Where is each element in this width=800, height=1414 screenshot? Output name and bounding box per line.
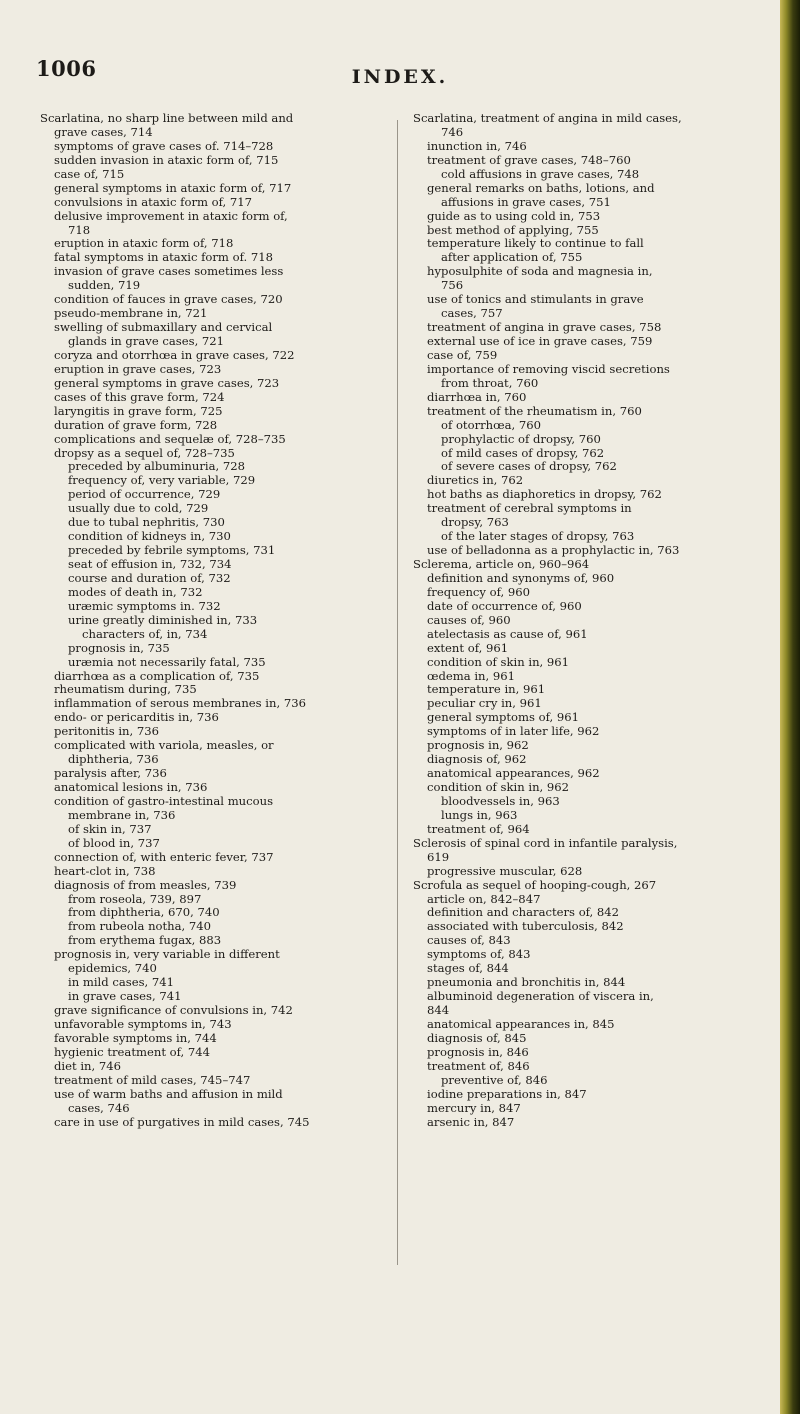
index-entry: glands in grave cases, 721 xyxy=(68,334,225,348)
index-entry: treatment of the rheumatism in, 760 xyxy=(427,403,642,418)
index-entry: 746 xyxy=(441,124,464,139)
page-number: 1006 xyxy=(36,56,97,81)
index-entry: grave significance of convulsions in, 742 xyxy=(54,1003,293,1017)
index-entry: progressive muscular, 628 xyxy=(427,863,583,878)
index-entry: dropsy, 763 xyxy=(441,515,509,530)
index-entry: prognosis in, very variable in different xyxy=(54,947,280,962)
index-entry: from rubeola notha, 740 xyxy=(68,919,212,934)
index-entry: definition and characters of, 842 xyxy=(427,905,620,920)
index-entry: laryngitis in grave form, 725 xyxy=(54,403,223,418)
index-entry: treatment of angina in grave cases, 758 xyxy=(427,320,662,335)
index-entry: treatment of mild cases, 745–747 xyxy=(54,1072,251,1087)
index-entry: case of, 715 xyxy=(54,166,125,181)
index-entry: from erythema fugax, 883 xyxy=(68,933,222,948)
index-entry: sudden invasion in ataxic form of, 715 xyxy=(54,152,279,167)
index-entry: coryza and otorrhœa in grave cases, 722 xyxy=(54,347,295,362)
index-entry: after application of, 755 xyxy=(441,250,583,265)
index-entry: bloodvessels in, 963 xyxy=(441,793,560,808)
index-entry: œdema in, 961 xyxy=(427,668,516,683)
index-entry: treatment of, 964 xyxy=(427,821,530,836)
index-entry: seat of effusion in, 732, 734 xyxy=(68,557,232,571)
index-entry: 718 xyxy=(68,222,91,237)
index-entry: cases of this grave form, 724 xyxy=(54,389,225,404)
index-entry: grave cases, 714 xyxy=(54,124,153,139)
index-entry: atelectasis as cause of, 961 xyxy=(427,626,588,641)
index-entry: uræmic symptoms in. 732 xyxy=(68,598,221,613)
index-entry: general symptoms of, 961 xyxy=(427,710,579,725)
index-entry: care in use of purgatives in mild cases, 745 xyxy=(54,1114,310,1129)
index-entry: due to tubal nephritis, 730 xyxy=(68,515,225,530)
index-heading: Sclerosis of spinal cord in infantile paralysis, xyxy=(413,835,678,850)
index-entry: guide as to using cold in, 753 xyxy=(427,208,601,223)
index-entry: general symptoms in ataxic form of, 717 xyxy=(54,180,292,195)
column-divider xyxy=(397,120,398,1265)
index-entry: diet in, 746 xyxy=(54,1058,122,1073)
index-entry: from roseola, 739, 897 xyxy=(68,891,202,906)
index-entry: period of occurrence, 729 xyxy=(68,487,221,502)
index-entry: stages of, 844 xyxy=(427,961,509,976)
index-entry: condition of kidneys in, 730 xyxy=(68,529,231,544)
index-entry: preventive of, 846 xyxy=(441,1072,548,1087)
index-entry: modes of death in, 732 xyxy=(68,584,203,599)
index-entry: treatment of grave cases, 748–760 xyxy=(427,152,631,167)
index-entry: peritonitis in, 736 xyxy=(54,724,160,739)
index-entry: affusions in grave cases, 751 xyxy=(441,194,611,209)
index-entry: anatomical lesions in, 736 xyxy=(54,780,208,794)
index-entry: arsenic in, 847 xyxy=(427,1114,515,1129)
index-entry: causes of, 843 xyxy=(427,933,511,948)
index-entry: duration of grave form, 728 xyxy=(54,417,218,432)
index-entry: temperature in, 961 xyxy=(427,682,546,697)
index-entry: convulsions in ataxic form of, 717 xyxy=(54,194,253,209)
index-entry: anatomical appearances in, 845 xyxy=(427,1016,615,1031)
index-entry: prognosis in, 846 xyxy=(427,1044,529,1059)
index-entry: rheumatism during, 735 xyxy=(54,682,197,697)
index-entry: of blood in, 737 xyxy=(68,835,160,850)
index-entry: albuminoid degeneration of viscera in, xyxy=(427,989,654,1004)
index-entry: invasion of grave cases sometimes less xyxy=(54,264,284,279)
index-entry: use of warm baths and affusion in mild xyxy=(54,1086,283,1101)
index-entry: symptoms of, 843 xyxy=(427,947,531,962)
index-entry: paralysis after, 736 xyxy=(54,766,167,781)
index-entry: condition of skin in, 962 xyxy=(427,780,570,794)
index-entry: peculiar cry in, 961 xyxy=(427,696,542,711)
index-entry: membrane in, 736 xyxy=(68,807,176,822)
index-entry: lungs in, 963 xyxy=(441,807,518,822)
index-heading: Sclerema, article on, 960–964 xyxy=(413,557,590,571)
page-title: INDEX. xyxy=(351,66,449,88)
index-entry: urine greatly diminished in, 733 xyxy=(68,612,258,627)
index-column-left xyxy=(40,112,390,1129)
index-entry: diuretics in, 762 xyxy=(427,473,524,488)
index-entry: of mild cases of dropsy, 762 xyxy=(441,445,605,460)
index-entry: swelling of submaxillary and cervical xyxy=(54,320,273,335)
index-entry: 844 xyxy=(427,1003,450,1017)
index-entry: inunction in, 746 xyxy=(427,138,527,153)
index-entry: general symptoms in grave cases, 723 xyxy=(54,375,280,390)
index-entry: prognosis in, 962 xyxy=(427,738,529,753)
index-entry: in grave cases, 741 xyxy=(68,989,182,1004)
index-entry: epidemics, 740 xyxy=(68,961,157,976)
index-entry: diphtheria, 736 xyxy=(68,752,159,767)
index-entry: pneumonia and bronchitis in, 844 xyxy=(427,975,626,990)
index-entry: of skin in, 737 xyxy=(68,821,152,836)
index-entry: from diphtheria, 670, 740 xyxy=(68,905,220,920)
index-entry: from throat, 760 xyxy=(441,375,539,390)
index-entry: diagnosis of from measles, 739 xyxy=(54,877,237,892)
index-entry: of otorrhœa, 760 xyxy=(441,417,542,432)
index-entry: pseudo-membrane in, 721 xyxy=(54,306,208,321)
index-entry: mercury in, 847 xyxy=(427,1100,521,1115)
index-entry: prophylactic of dropsy, 760 xyxy=(441,431,601,446)
index-entry: diagnosis of, 962 xyxy=(427,752,527,767)
index-entry: use of belladonna as a prophylactic in, 763 xyxy=(427,543,680,558)
index-entry: eruption in grave cases, 723 xyxy=(54,361,222,376)
index-column-right xyxy=(413,112,765,1129)
index-entry: hyposulphite of soda and magnesia in, xyxy=(427,264,653,279)
index-entry: hot baths as diaphoretics in dropsy, 762 xyxy=(427,487,662,502)
index-entry: of the later stages of dropsy, 763 xyxy=(441,529,635,544)
index-entry: hygienic treatment of, 744 xyxy=(54,1044,211,1059)
index-entry: anatomical appearances, 962 xyxy=(427,766,600,781)
index-entry: treatment of cerebral symptoms in xyxy=(427,501,632,516)
index-entry: connection of, with enteric fever, 737 xyxy=(54,849,274,864)
index-entry: use of tonics and stimulants in grave xyxy=(427,292,644,307)
index-entry: condition of skin in, 961 xyxy=(427,654,570,669)
index-entry: diarrhœa in, 760 xyxy=(427,389,527,404)
index-entry: symptoms of in later life, 962 xyxy=(427,724,600,739)
index-entry: definition and synonyms of, 960 xyxy=(427,570,615,585)
index-entry: diarrhœa as a complication of, 735 xyxy=(54,668,260,683)
index-heading: Scarlatina, treatment of angina in mild cases, xyxy=(413,111,682,125)
index-entry: fatal symptoms in ataxic form of. 718 xyxy=(54,250,273,265)
index-entry: associated with tuberculosis, 842 xyxy=(427,919,624,934)
index-entry: course and duration of, 732 xyxy=(68,570,231,585)
index-entry: complications and sequelæ of, 728–735 xyxy=(54,431,286,446)
index-entry: 756 xyxy=(441,278,464,293)
index-entry: frequency of, very variable, 729 xyxy=(68,473,256,488)
index-entry: delusive improvement in ataxic form of, xyxy=(54,208,288,223)
index-entry: condition of gastro-intestinal mucous xyxy=(54,793,274,808)
index-heading: Scrofula as sequel of hooping-cough, 267 xyxy=(413,877,657,892)
index-entry: 619 xyxy=(427,849,450,864)
index-entry: inflammation of serous membranes in, 736 xyxy=(54,696,306,711)
index-entry: uræmia not necessarily fatal, 735 xyxy=(68,654,266,669)
index-entry: heart-clot in, 738 xyxy=(54,863,156,878)
index-entry: best method of applying, 755 xyxy=(427,222,599,237)
index-entry: temperature likely to continue to fall xyxy=(427,236,644,251)
index-entry: eruption in ataxic form of, 718 xyxy=(54,236,234,251)
index-entry: condition of fauces in grave cases, 720 xyxy=(54,292,283,307)
index-entry: of severe cases of dropsy, 762 xyxy=(441,459,617,474)
index-entry: extent of, 961 xyxy=(427,640,509,655)
index-heading: Scarlatina, no sharp line between mild and xyxy=(40,111,294,125)
index-entry: unfavorable symptoms in, 743 xyxy=(54,1016,232,1031)
index-entry: symptoms of grave cases of. 714–728 xyxy=(54,138,274,153)
index-entry: importance of removing viscid secretions xyxy=(427,361,670,376)
index-entry: cases, 757 xyxy=(441,306,503,321)
index-entry: causes of, 960 xyxy=(427,612,511,627)
index-entry: favorable symptoms in, 744 xyxy=(54,1030,217,1045)
index-entry: characters of, in, 734 xyxy=(82,626,208,641)
page-edge xyxy=(780,0,800,1414)
index-entry: treatment of, 846 xyxy=(427,1058,530,1073)
index-entry: preceded by febrile symptoms, 731 xyxy=(68,543,276,558)
index-entry: cases, 746 xyxy=(68,1100,130,1115)
index-entry: in mild cases, 741 xyxy=(68,975,175,990)
index-entry: complicated with variola, measles, or xyxy=(54,738,274,753)
index-entry: diagnosis of, 845 xyxy=(427,1030,527,1045)
index-entry: frequency of, 960 xyxy=(427,584,530,599)
index-entry: article on, 842–847 xyxy=(427,891,541,906)
index-entry: dropsy as a sequel of, 728–735 xyxy=(54,445,235,460)
index-entry: date of occurrence of, 960 xyxy=(427,598,582,613)
index-entry: usually due to cold, 729 xyxy=(68,501,209,516)
index-entry: preceded by albuminuria, 728 xyxy=(68,459,246,474)
index-entry: external use of ice in grave cases, 759 xyxy=(427,334,653,348)
index-entry: case of, 759 xyxy=(427,347,498,362)
index-entry: prognosis in, 735 xyxy=(68,640,170,655)
index-entry: general remarks on baths, lotions, and xyxy=(427,180,655,195)
index-entry: endo- or pericarditis in, 736 xyxy=(54,710,219,725)
index-entry: iodine preparations in, 847 xyxy=(427,1086,587,1101)
index-entry: cold affusions in grave cases, 748 xyxy=(441,166,640,181)
index-entry: sudden, 719 xyxy=(68,278,141,293)
